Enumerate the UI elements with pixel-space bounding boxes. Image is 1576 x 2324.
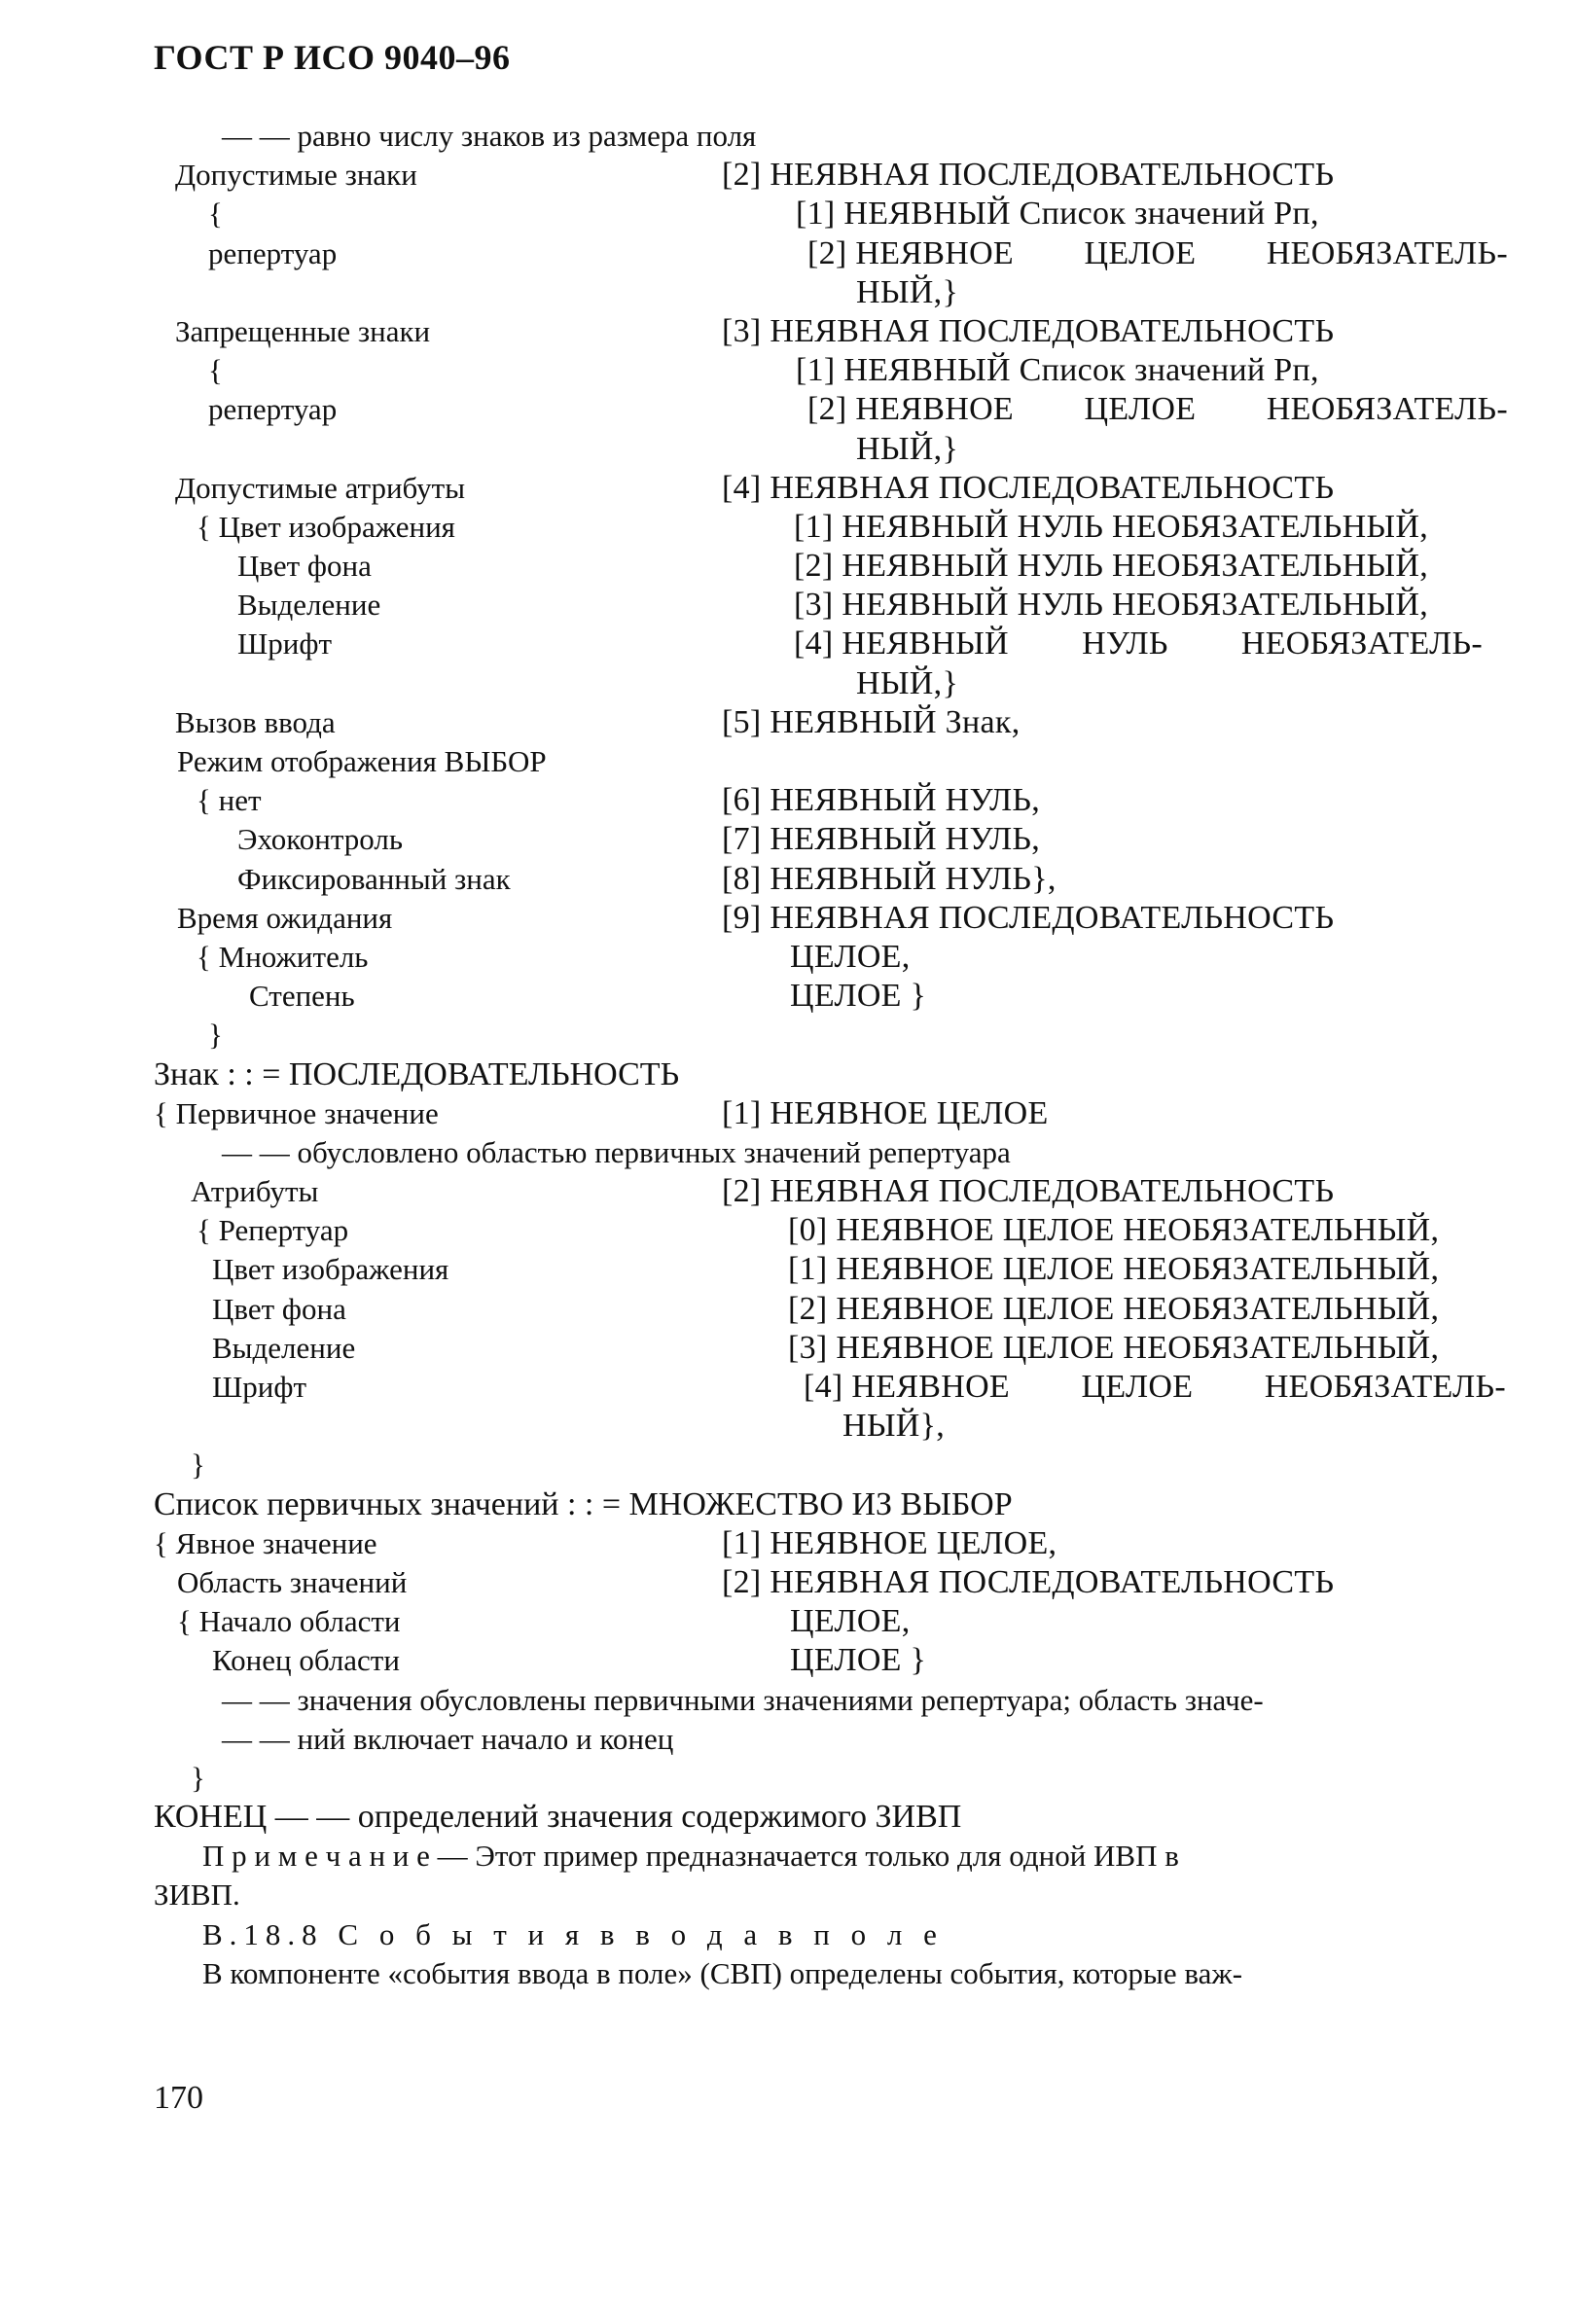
line-text-конец-определений-значения-содержимого-з: КОНЕЦ — — определений значения содержимого ЗИВП [154,1799,962,1836]
definition-1-неявный-список-значений-рп: [1] НЕЯВНЫЙ Список значений Рп, [796,352,1319,389]
line-text-фиксированный-знак: Фиксированный знак [237,861,511,896]
text-line [0,1250,1576,1289]
text-line [0,156,1576,195]
line-text-цвет-фона: Цвет фона [237,549,372,584]
definition-целое: ЦЕЛОЕ, [790,938,911,975]
definition-2-неявное-целое-необязатель: [2] НЕЯВНОЕ ЦЕЛОЕ НЕОБЯЗАТЕЛЬ- [807,391,1508,428]
line-text-эхоконтроль: Эхоконтроль [237,822,403,857]
line-text-шрифт: Шрифт [237,626,332,661]
text-line [0,351,1576,390]
definition-2-неявное-целое-необязатель: [2] НЕЯВНОЕ ЦЕЛОЕ НЕОБЯЗАТЕЛЬ- [807,234,1508,271]
definition-4-неявная-последовательность: [4] НЕЯВНАЯ ПОСЛЕДОВАТЕЛЬНОСТЬ [722,469,1335,506]
definition-2-неявная-последовательность: [2] НЕЯВНАЯ ПОСЛЕДОВАТЕЛЬНОСТЬ [722,1173,1335,1210]
document-body [0,117,1576,1993]
page-number: 170 [154,2080,203,2116]
line-text-text: } [191,1448,205,1483]
definition-ный: НЫЙ,} [856,430,959,467]
text-line [0,1915,1576,1954]
line-text-запрещенные-знаки: Запрещенные знаки [175,313,431,348]
text-line [0,273,1576,312]
text-line [0,664,1576,703]
line-text-text: { [208,197,223,232]
line-text-репертуар: репертуар [208,235,338,270]
text-line [0,312,1576,351]
line-text-начало-области: { Начало области [177,1604,401,1639]
line-text-репертуар: { Репертуар [197,1213,349,1248]
text-line [0,1720,1576,1759]
definition-ный: НЫЙ,} [856,664,959,701]
text-line [0,1837,1576,1876]
text-line [0,977,1576,1016]
line-text-конец-области: Конец области [212,1643,400,1678]
text-line [0,703,1576,742]
text-line [0,1094,1576,1133]
definition-целое: ЦЕЛОЕ } [790,1642,927,1679]
definition-3-неявное-целое-необязательный: [3] НЕЯВНОЕ ЦЕЛОЕ НЕОБЯЗАТЕЛЬНЫЙ, [788,1329,1440,1366]
text-line [0,1563,1576,1602]
text-line [0,469,1576,508]
line-text-время-ожидания: Время ожидания [177,900,393,935]
text-line [0,547,1576,586]
text-line [0,1446,1576,1484]
line-text-в-18-8-с-о-б-ы-т-и-я-в-в-о-д-а-в-п-о-л-е: В.18.8 С о б ы т и я в в о д а в п о л е [202,1916,944,1951]
definition-2-неявная-последовательность: [2] НЕЯВНАЯ ПОСЛЕДОВАТЕЛЬНОСТЬ [722,157,1335,194]
text-line [0,1055,1576,1094]
text-line [0,625,1576,663]
line-text-ний-включает-начало-и-конец: — — ний включает начало и конец [222,1721,674,1756]
line-text-множитель: { Множитель [197,939,369,974]
text-line [0,860,1576,899]
text-line [0,1798,1576,1837]
line-text-значения-обусловлены-первичными-значения: — — значения обусловлены первичными значениями репертуара; область значе- [222,1682,1264,1717]
text-line [0,508,1576,547]
text-line [0,117,1576,156]
definition-ный: НЫЙ}, [842,1408,946,1445]
text-line [0,1329,1576,1368]
line-text-шрифт: Шрифт [212,1370,306,1404]
text-line [0,390,1576,429]
text-line [0,1368,1576,1407]
definition-5-неявный-знак: [5] НЕЯВНЫЙ Знак, [722,703,1021,740]
line-text-зивп: ЗИВП. [154,1877,240,1913]
line-text-знак-последовательность: Знак : : = ПОСЛЕДОВАТЕЛЬНОСТЬ [154,1055,680,1092]
line-text-режим-отображения-выбор: Режим отображения ВЫБОР [177,744,547,778]
text-line [0,899,1576,938]
line-text-выделение: Выделение [212,1330,356,1365]
line-text-атрибуты: Атрибуты [191,1174,319,1209]
definition-7-неявный-нуль: [7] НЕЯВНЫЙ НУЛЬ, [722,821,1041,858]
line-text-цвет-изображения: Цвет изображения [212,1252,449,1287]
text-line [0,1641,1576,1680]
text-line [0,586,1576,625]
line-text-допустимые-знаки: Допустимые знаки [175,158,417,193]
text-line [0,1602,1576,1641]
line-text-в-компоненте-события-ввода-в-поле-свп-оп: В компоненте «события ввода в поле» (СВП) определены события, которые важ- [202,1955,1243,1990]
line-text-text: { [208,353,223,388]
definition-2-неявная-последовательность: [2] НЕЯВНАЯ ПОСЛЕДОВАТЕЛЬНОСТЬ [722,1563,1335,1600]
text-line [0,1133,1576,1172]
line-text-п-р-и-м-е-ч-а-н-и-е-этот-пример-предназн: П р и м е ч а н и е — Этот пример предназначается только для одной ИВП в [202,1839,1179,1874]
text-line [0,430,1576,469]
line-text-нет: { нет [197,783,262,818]
text-line [0,1407,1576,1446]
definition-2-неявный-нуль-необязательный: [2] НЕЯВНЫЙ НУЛЬ НЕОБЯЗАТЕЛЬНЫЙ, [794,548,1429,585]
definition-3-неявная-последовательность: [3] НЕЯВНАЯ ПОСЛЕДОВАТЕЛЬНОСТЬ [722,312,1335,349]
definition-3-неявный-нуль-необязательный: [3] НЕЯВНЫЙ НУЛЬ НЕОБЯЗАТЕЛЬНЫЙ, [794,587,1429,624]
text-line [0,1524,1576,1563]
definition-1-неявное-целое: [1] НЕЯВНОЕ ЦЕЛОЕ, [722,1524,1057,1561]
line-text-степень: Степень [249,979,355,1014]
line-text-цвет-изображения: { Цвет изображения [197,509,455,544]
text-line [0,1016,1576,1055]
text-line [0,820,1576,859]
line-text-область-значений: Область значений [177,1564,408,1599]
text-line [0,1876,1576,1914]
line-text-цвет-фона: Цвет фона [212,1291,346,1326]
definition-4-неявное-целое-необязатель: [4] НЕЯВНОЕ ЦЕЛОЕ НЕОБЯЗАТЕЛЬ- [804,1369,1506,1405]
text-line [0,195,1576,233]
definition-9-неявная-последовательность: [9] НЕЯВНАЯ ПОСЛЕДОВАТЕЛЬНОСТЬ [722,899,1335,936]
definition-1-неявный-нуль-необязательный: [1] НЕЯВНЫЙ НУЛЬ НЕОБЯЗАТЕЛЬНЫЙ, [794,508,1429,545]
line-text-text: } [208,1018,223,1053]
definition-1-неявное-целое-необязательный: [1] НЕЯВНОЕ ЦЕЛОЕ НЕОБЯЗАТЕЛЬНЫЙ, [788,1251,1440,1288]
definition-0-неявное-целое-необязательный: [0] НЕЯВНОЕ ЦЕЛОЕ НЕОБЯЗАТЕЛЬНЫЙ, [788,1212,1440,1249]
document-header: ГОСТ Р ИСО 9040–96 [154,38,511,77]
text-line [0,1954,1576,1993]
definition-целое: ЦЕЛОЕ, [790,1603,911,1640]
text-line [0,1290,1576,1329]
text-line [0,938,1576,977]
line-text-text: } [191,1760,205,1795]
text-line [0,1485,1576,1524]
line-text-явное-значение: { Явное значение [154,1525,377,1560]
text-line [0,234,1576,273]
line-text-первичное-значение: { Первичное значение [154,1095,439,1130]
definition-1-неявное-целое: [1] НЕЯВНОЕ ЦЕЛОЕ [722,1094,1049,1131]
definition-ный: НЫЙ,} [856,273,959,310]
definition-6-неявный-нуль: [6] НЕЯВНЫЙ НУЛЬ, [722,782,1041,819]
definition-2-неявное-целое-необязательный: [2] НЕЯВНОЕ ЦЕЛОЕ НЕОБЯЗАТЕЛЬНЫЙ, [788,1290,1440,1327]
text-line [0,781,1576,820]
text-line [0,1211,1576,1250]
definition-целое: ЦЕЛОЕ } [790,978,927,1015]
definition-1-неявный-список-значений-рп: [1] НЕЯВНЫЙ Список значений Рп, [796,196,1319,232]
line-text-список-первичных-значений-множество-из-в: Список первичных значений : : = МНОЖЕСТВО ИЗ ВЫБОР [154,1485,1013,1522]
definition-4-неявный-нуль-необязатель: [4] НЕЯВНЫЙ НУЛЬ НЕОБЯЗАТЕЛЬ- [794,626,1483,662]
definition-8-неявный-нуль: [8] НЕЯВНЫЙ НУЛЬ}, [722,860,1057,897]
line-text-допустимые-атрибуты: Допустимые атрибуты [175,470,466,505]
line-text-вызов-ввода: Вызов ввода [175,704,336,739]
line-text-репертуар: репертуар [208,392,338,427]
text-line [0,1681,1576,1720]
line-text-обусловлено-областью-первичных-значений-: — — обусловлено областью первичных значений репертуара [222,1134,1011,1169]
line-text-равно-числу-знаков-из-размера-поля: — — равно числу знаков из размера поля [222,119,757,153]
text-line [0,1172,1576,1211]
line-text-выделение: Выделение [237,588,381,623]
text-line [0,742,1576,781]
text-line [0,1759,1576,1798]
